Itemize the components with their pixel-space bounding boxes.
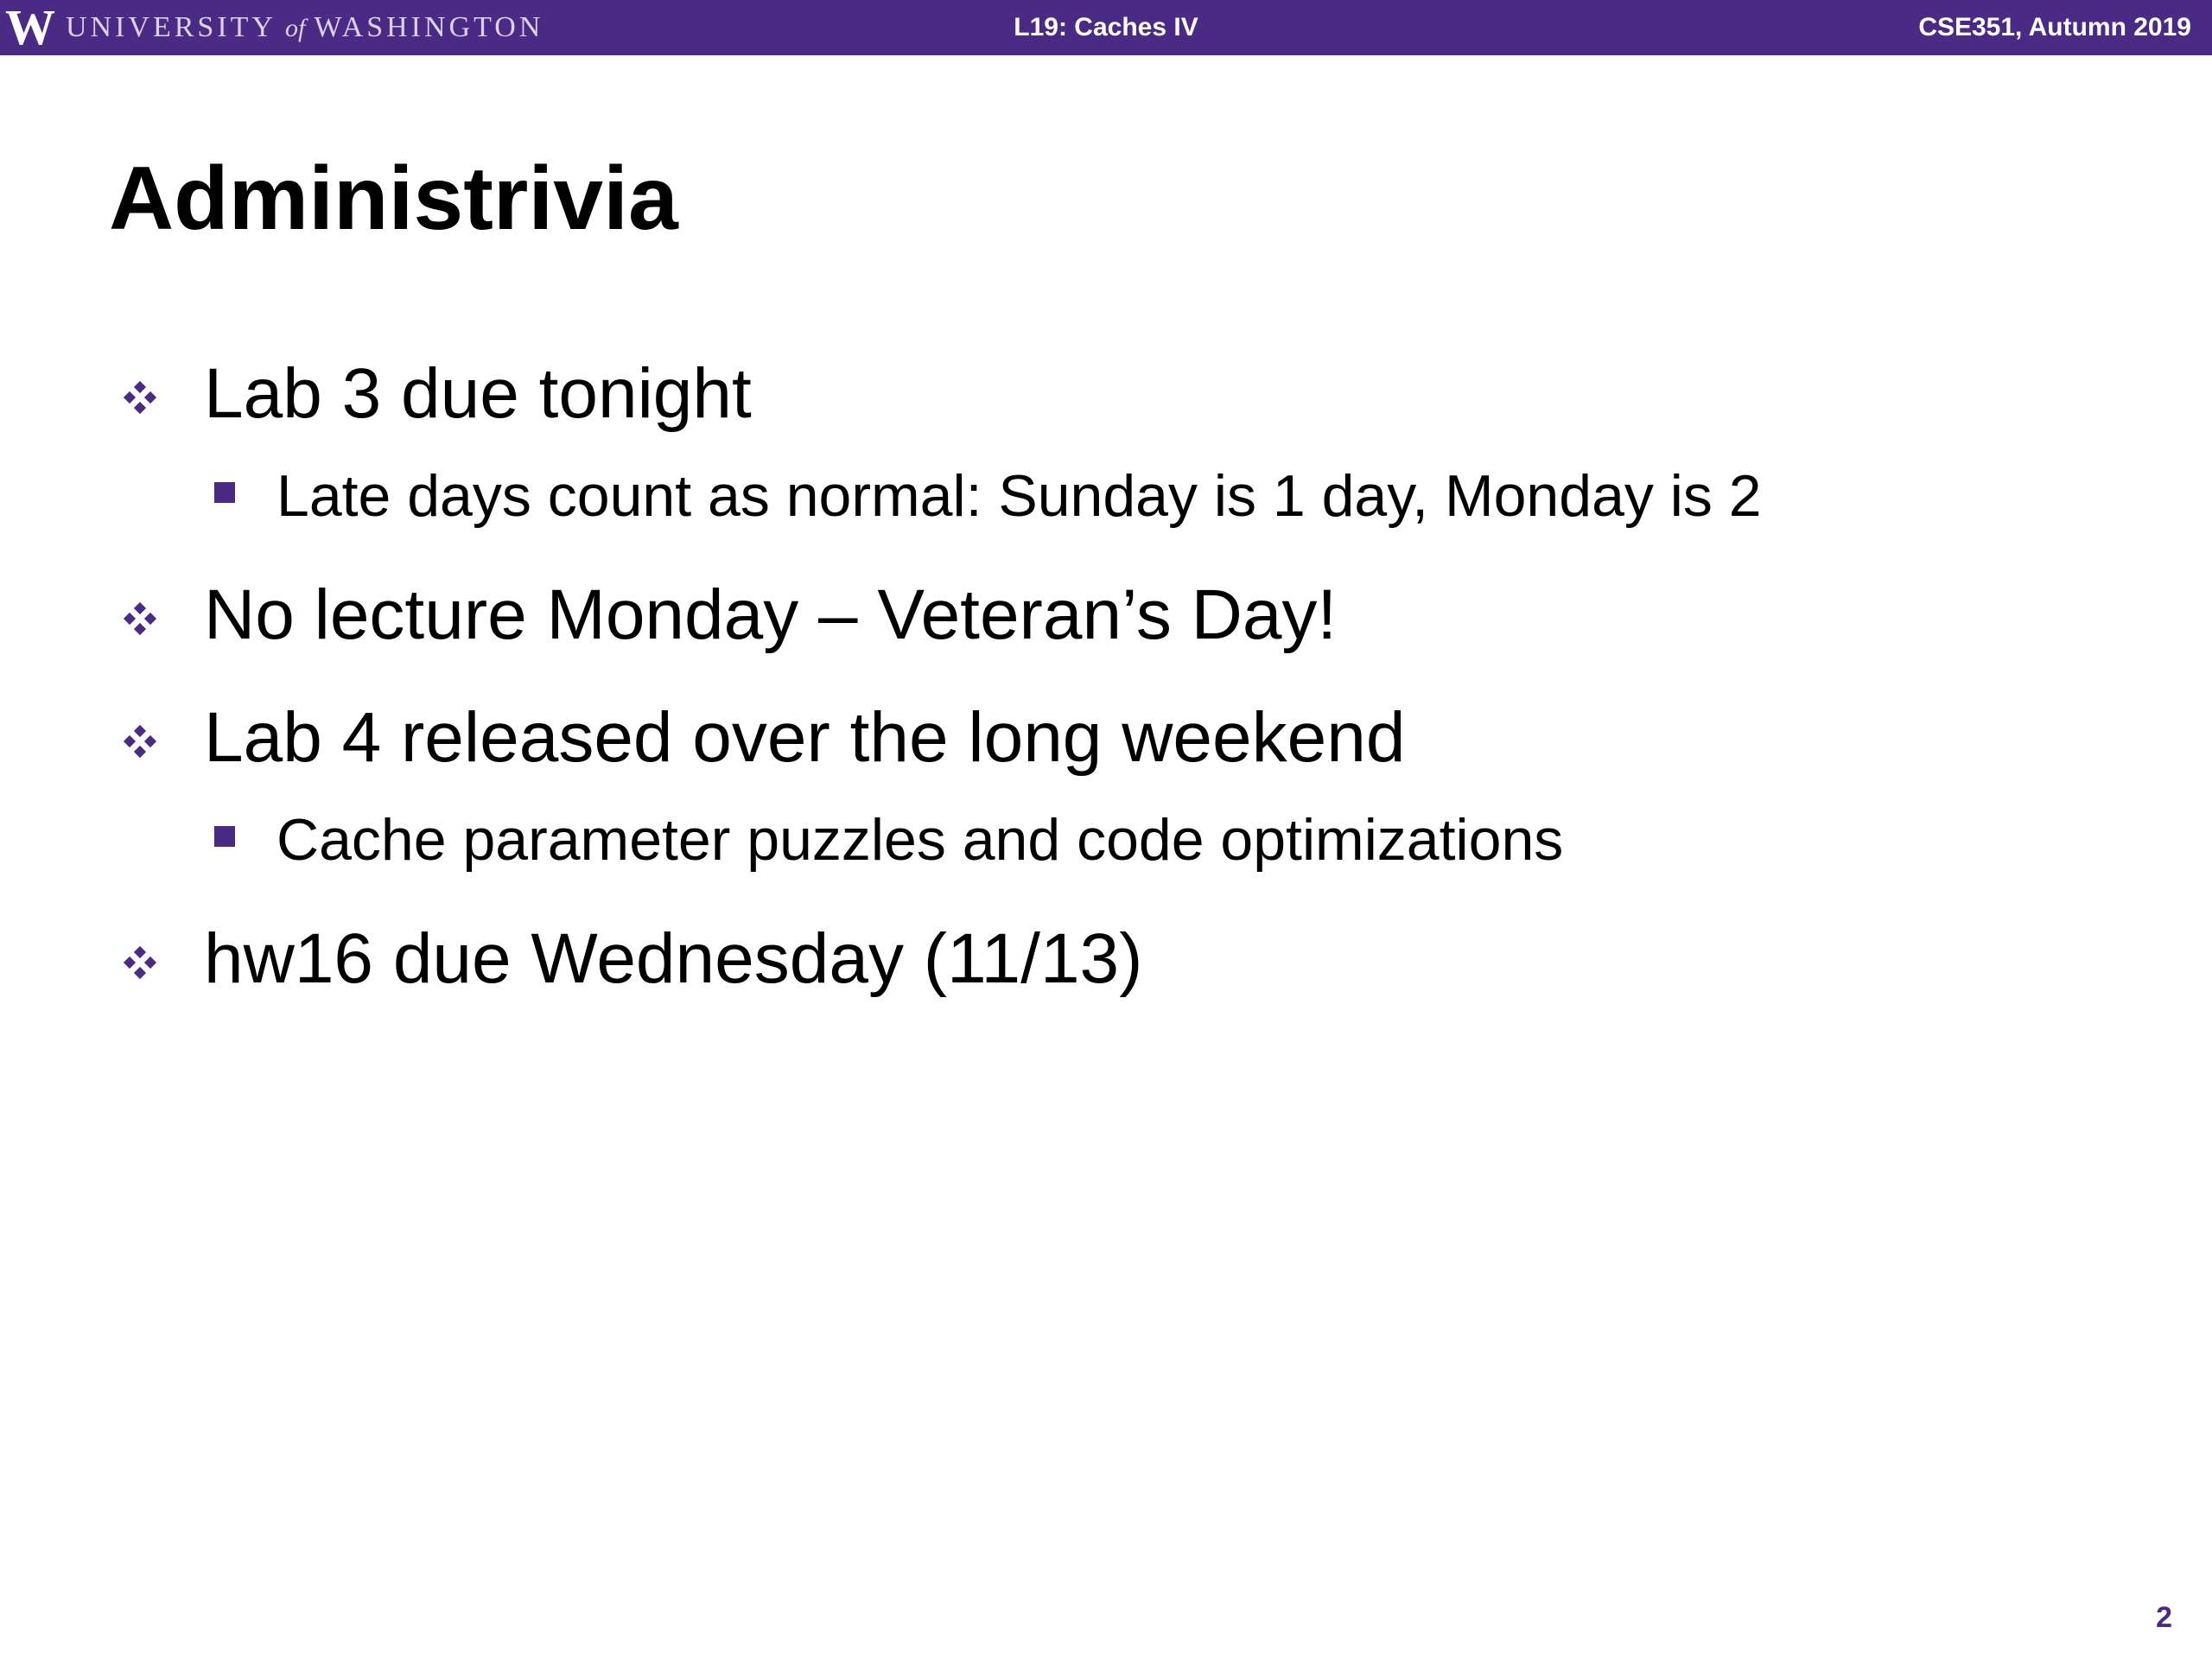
wordmark-washington: WASHINGTON [314,10,544,43]
bullet-item [121,567,2160,664]
diamond-four-dots-icon [121,378,159,416]
sub-bullet-text: Late days count as normal: Sunday is 1 day, Monday is 2 [276,463,1762,529]
square-bullet-icon [214,826,235,847]
page-number: 2 [2156,1601,2172,1634]
uw-w-logo-icon: W [5,0,54,55]
slide-title: Administrivia [109,149,678,249]
sub-bullet-item [121,798,2160,881]
square-bullet-icon [214,482,235,503]
bullet-text: Lab 4 released over the long weekend [204,698,1406,777]
course-label: CSE351, Autumn 2019 [1918,13,2191,41]
wordmark-of: of [284,13,306,42]
bullet-text: No lecture Monday – Veteran’s Day! [204,575,1338,654]
bullet-item [121,690,2160,786]
bullet-text: Lab 3 due tonight [204,354,752,433]
bullet-item [121,346,2160,442]
wordmark-university: UNIVERSITY [66,10,276,43]
diamond-four-dots-icon [121,944,159,982]
bullet-item [121,911,2160,1007]
sub-bullet-item [121,454,2160,537]
diamond-four-dots-icon [121,722,159,760]
diamond-four-dots-icon [121,600,159,638]
bullet-text: hw16 due Wednesday (11/13) [204,919,1143,998]
sub-bullet-text: Cache parameter puzzles and code optimizations [276,807,1564,873]
lecture-title: L19: Caches IV [1014,13,1198,41]
header-bar [0,0,2212,55]
bullet-list [121,346,2160,1033]
